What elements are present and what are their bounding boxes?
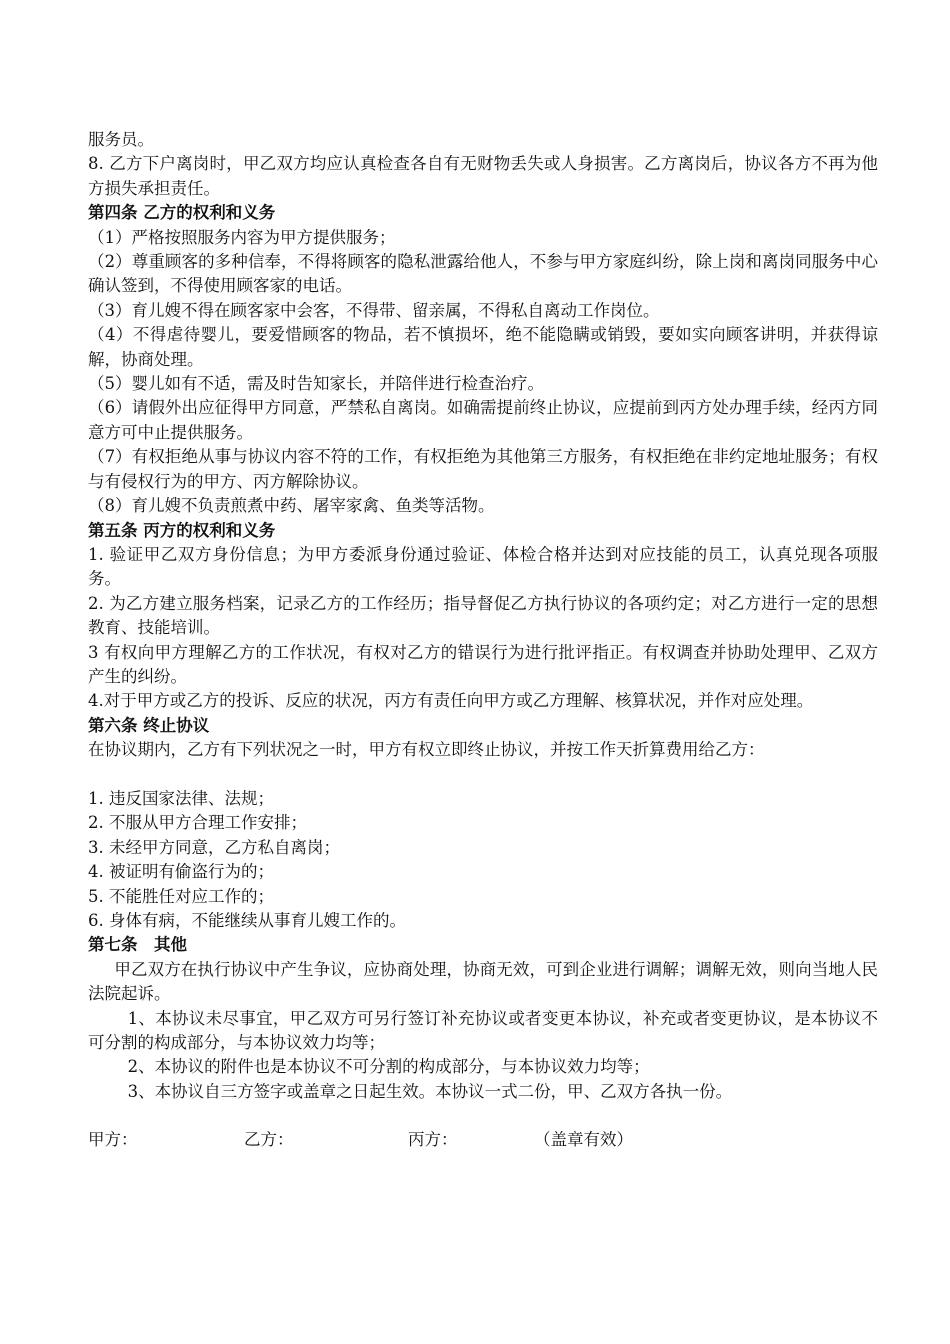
party-a-label: 甲方：	[88, 1130, 138, 1150]
list-item: 1、本协议未尽事宜，甲乙双方可另行签订补充协议或者变更本协议，补充或者变更协议，是本协议不可分割的构成部分，与本协议效力均等；	[88, 1008, 878, 1053]
section-6-title: 第六条 终止协议	[88, 715, 210, 735]
list-item: 1. 验证甲乙双方身份信息；为甲方委派身份通过验证、体检合格并达到对应技能的员工，认真兑现各项服务。	[88, 544, 878, 589]
list-item: 2. 为乙方建立服务档案，记录乙方的工作经历；指导督促乙方执行协议的各项约定；对乙方进行一定的思想教育、技能培训。	[88, 593, 878, 638]
list-item: 2. 不服从甲方合理工作安排；	[88, 813, 307, 833]
list-item: （6）请假外出应征得甲方同意，严禁私自离岗。如确需提前终止协议，应提前到丙方处办理手续，经丙方同意方可中止提供服务。	[88, 398, 878, 442]
list-item: 3 有权向甲方理解乙方的工作状况，有权对乙方的错误行为进行批评指正。有权调查并协助处理甲、乙双方产生的纠纷。	[88, 642, 878, 686]
blank-line	[88, 763, 878, 787]
signature-row	[88, 1128, 878, 1152]
text-line: 8. 乙方下户离岗时，甲乙双方均应认真检查各自有无财物丢失或人身损害。乙方离岗后，协议各方不再为他方损失承担责任。	[88, 154, 878, 198]
section-4-title: 第四条 乙方的权利和义务	[88, 203, 276, 223]
list-item: 6. 身体有病，不能继续从事育儿嫂工作的。	[88, 910, 406, 930]
stamp-note: （盖章有效）	[534, 1130, 633, 1150]
list-item: （2）尊重顾客的多种信奉，不得将顾客的隐私泄露给他人，不参与甲方家庭纠纷，除上岗和离岗同服务中心确认签到，不得使用顾客家的电话。	[88, 252, 878, 296]
list-item: 4. 被证明有偷盗行为的；	[88, 862, 274, 882]
section-7-paragraph: 甲乙双方在执行协议中产生争议，应协商处理，协商无效，可到企业进行调解；调解无效，则向当地人民法院起诉。	[88, 959, 878, 1004]
section-5-title: 第五条 丙方的权利和义务	[88, 520, 276, 540]
list-item: （4）不得虐待婴儿，要爱惜顾客的物品，若不慎损坏，绝不能隐瞒或销毁，要如实向顾客讲明，并获得谅解，协商处理。	[88, 325, 878, 369]
party-c-label: 丙方：	[408, 1130, 458, 1150]
list-item: 5. 不能胜任对应工作的；	[88, 886, 274, 906]
list-item: 4.对于甲方或乙方的投诉、反应的状况，丙方有责任向甲方或乙方理解、核算状况，并作对应处理。	[88, 691, 814, 711]
party-b-label: 乙方：	[244, 1130, 294, 1150]
section-7-title: 第七条 其他	[88, 935, 187, 955]
section-6-intro: 在协议期内，乙方有下列状况之一时，甲方有权立即终止协议，并按工作天折算费用给乙方：	[88, 740, 765, 760]
list-item: 3. 未经甲方同意，乙方私自离岗；	[88, 837, 340, 857]
list-item: 2、本协议的附件也是本协议不可分割的构成部分，与本协议效力均等；	[127, 1057, 650, 1077]
list-item: 1. 违反国家法律、法规；	[88, 788, 274, 808]
list-item: 3、本协议自三方签字或盖章之日起生效。本协议一式二份，甲、乙双方各执一份。	[127, 1081, 733, 1101]
text-line: 服务员。	[88, 130, 154, 149]
list-item: （3）育儿嫂不得在顾客家中会客，不得带、留亲属，不得私自离动工作岗位。	[88, 300, 660, 320]
list-item: （1）严格按照服务内容为甲方提供服务；	[88, 227, 396, 247]
document-page	[88, 128, 878, 1153]
list-item: （5）婴儿如有不适，需及时告知家长，并陪伴进行检查治疗。	[88, 374, 544, 394]
list-item: （7）有权拒绝从事与协议内容不符的工作，有权拒绝为其他第三方服务，有权拒绝在非约定地址服务；有权与有侵权行为的甲方、丙方解除协议。	[88, 447, 878, 491]
list-item: （8）育儿嫂不负责煎煮中药、屠宰家禽、鱼类等活物。	[88, 496, 495, 516]
